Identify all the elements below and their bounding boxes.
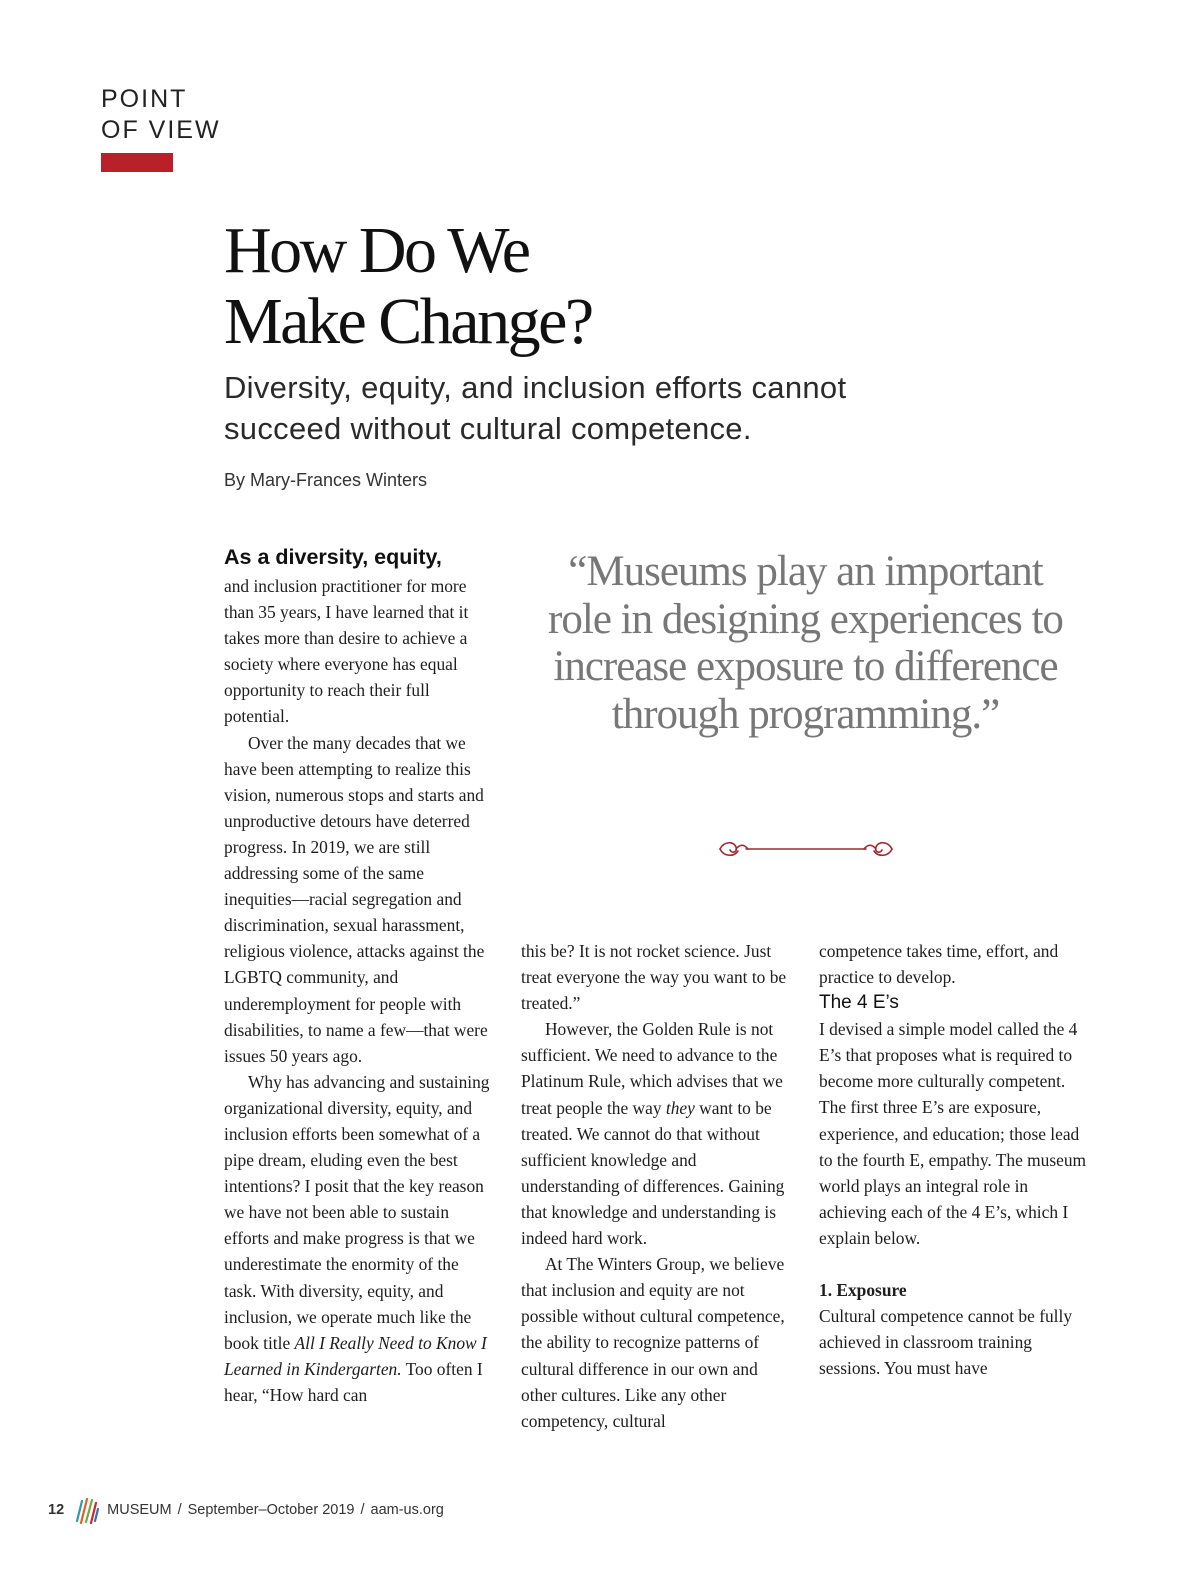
book-title: All I Really Need to Know I Learned in Kindergarten. (224, 1332, 487, 1379)
website-link[interactable]: aam-us.org (370, 1502, 444, 1518)
paragraph: At The Winters Group, we believe that inclusion and equity are not possible without cultural competence, the ability to recognize patterns of cultural difference in our own and other cultures. Like any other competency, cultural (521, 1254, 785, 1431)
paragraph-text: want to be treated. We cannot do that without sufficient knowledge and understanding of differences. Gaining that knowledge and understanding is indeed hard work. (521, 1097, 785, 1249)
section-accent-bar (101, 153, 173, 172)
paragraph: this be? It is not rocket science. Just treat everyone the way you want to be treated.” (521, 941, 787, 1014)
paragraph: Cultural competence cannot be fully achieved in classroom training sessions. You must have (819, 1306, 1073, 1379)
paragraph: I devised a simple model called the 4 E’s that proposes what is required to become more culturally competent. The first three E’s are exposure, experience, and education; those lead to the fourth E, empathy. The museum world plays an integral role in achieving each of the 4 E’s, which I explain below. (819, 1019, 1087, 1248)
footer-separator: / (360, 1502, 365, 1518)
section-label-line2: OF VIEW (101, 116, 221, 144)
publication-name: MUSEUM (107, 1502, 172, 1518)
subsection-heading: 1. Exposure (819, 1280, 907, 1301)
section-label-line1: POINT (101, 85, 188, 113)
article-subhead: Diversity, equity, and inclusion efforts cannot succeed without cultural competence. (224, 370, 847, 446)
page-number: 12 (48, 1502, 65, 1518)
article-column-2 (521, 938, 793, 1434)
page-title (224, 215, 592, 357)
lead-in: As a diversity, equity, (224, 545, 442, 569)
article-column-3 (819, 938, 1089, 1381)
section-heading: The 4 E’s (819, 992, 899, 1014)
museum-logo-icon (74, 1495, 100, 1525)
page-footer (48, 1499, 444, 1521)
paragraph: Over the many decades that we have been attempting to realize this vision, numerous stops and starts and unproductive detours have deterred progress. In 2019, we are still addressing some of the same inequities—racial segregation and discrimination, sexual harassment, religious violence, attacks against the LGBTQ community, and underemployment for people with disabilities, to name a few—that were issues 50 years ago. (224, 732, 488, 1066)
section-label (101, 84, 221, 146)
emphasis: they (665, 1097, 695, 1118)
byline: By Mary-Frances Winters (224, 470, 428, 490)
page-title-line2: Make Change? (224, 285, 592, 358)
paragraph: and inclusion practitioner for more than 35 years, I have learned that it takes more than desire to achieve a society where everyone has equal opportunity to reach their full potential. (224, 576, 469, 727)
paragraph (224, 1069, 494, 1408)
page-title-line1: How Do We (224, 214, 529, 287)
paragraph-text: However, the Golden Rule is not sufficient. We need to advance to the Platinum Rule, which advises that we treat people the way (521, 1019, 783, 1118)
paragraph-text: Why has advancing and sustaining organizational diversity, equity, and inclusion efforts been somewhat of a pipe dream, eluding even the best intentions? I posit that the key reason we have not been able to sustain efforts and make progress is that we underestimate the enormity of the task. With diversity, equity, and inclusion, we operate much like the book title (224, 1071, 490, 1353)
issue-date: September–October 2019 (187, 1502, 355, 1518)
article-column-1 (224, 573, 494, 1408)
paragraph-text: Too often I hear, “How hard can (224, 1358, 483, 1405)
ornament-divider-icon (716, 838, 896, 860)
pull-quote: “Museums play an important role in designing experiences to increase exposure to difference through programming.” (548, 548, 1063, 738)
footer-separator: / (177, 1502, 182, 1518)
paragraph (521, 1016, 793, 1251)
paragraph: competence takes time, effort, and practice to develop. (819, 941, 1059, 988)
